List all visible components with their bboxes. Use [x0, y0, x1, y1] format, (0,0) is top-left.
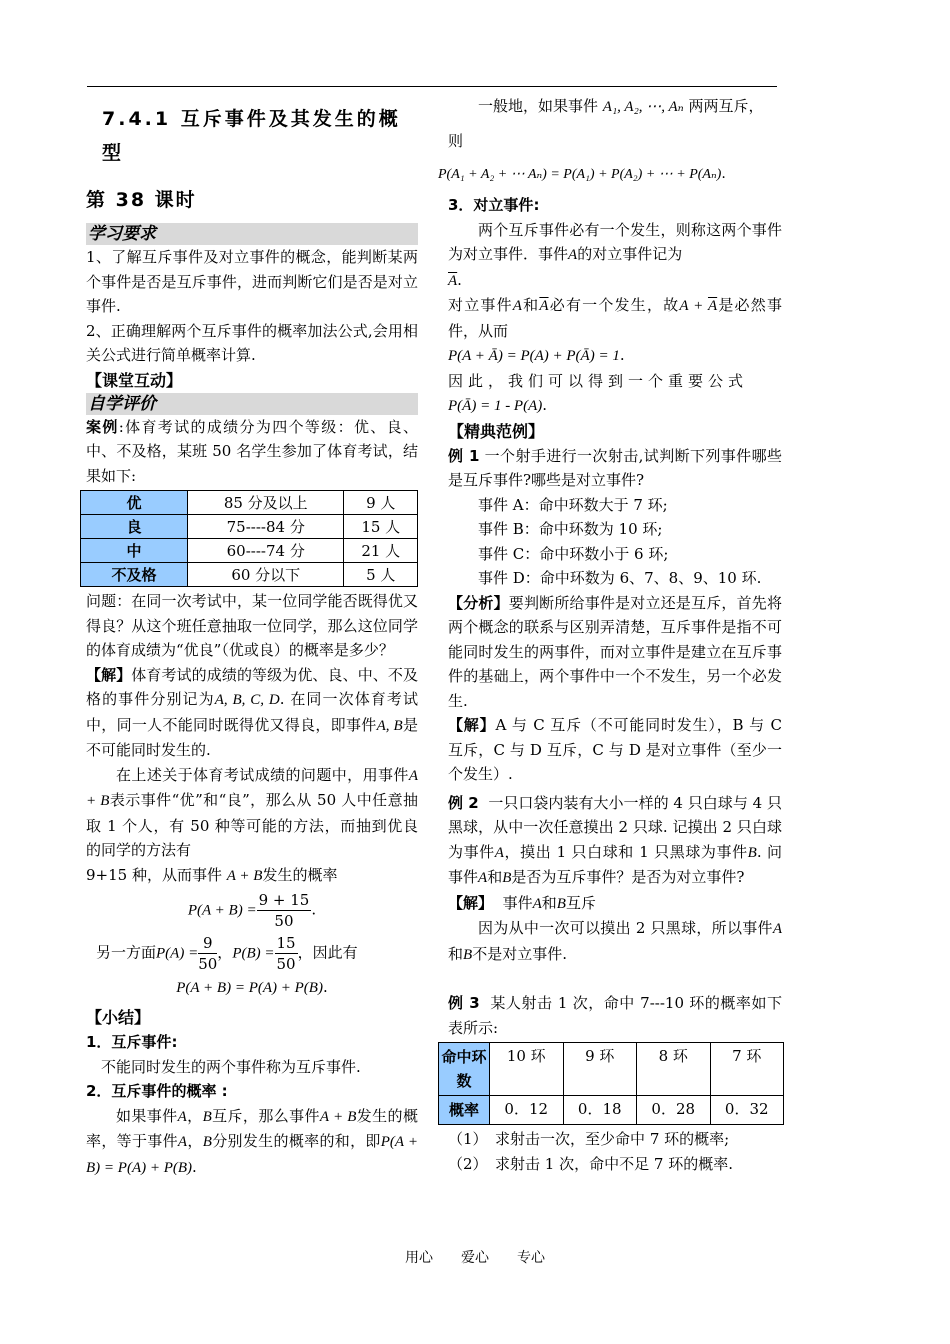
summary-text: 分别发生的概率的和，即 — [211, 1132, 381, 1150]
example-label: 例 1 — [448, 446, 480, 465]
opposite-text: 必有一个发生，故 — [548, 296, 680, 314]
fraction — [275, 933, 298, 974]
formula-2: 另一方面P(A) = $\frac{9}{50}$ ，P(B) = $\frac{15}{50}$ ，因此有 — [96, 934, 358, 973]
math-a: A — [177, 1108, 187, 1125]
opposite-def: 两个互斥事件必有一个发生，则称这两个事件为对立事件．事件A的对立事件记为 — [448, 220, 782, 263]
example-3-q1: （1） 求射击一次，至少命中 7 环的概率; — [448, 1130, 730, 1148]
requirement-1: 1、了解互斥事件及对立事件的概念，能判断某两个事件是否是互斥事件，进而判断它们是否是对立事件. — [86, 248, 418, 315]
example-1-event: 事件 A：命中环数大于 7 环; — [478, 495, 668, 514]
opposite-important: 因此，我们可以得到一个重要公式 — [448, 371, 749, 390]
ring-cell: 7 环 — [710, 1043, 784, 1096]
classroom-heading: 【课堂互动】 — [86, 370, 183, 390]
table-row — [439, 1043, 784, 1096]
opposite-text: 的对立事件记为 — [577, 245, 683, 263]
formula-pb: P(B) = — [232, 945, 275, 962]
example-text: 和 — [487, 868, 503, 886]
example-label: 例 3 — [448, 994, 480, 1012]
summary-heading: 【小结】 — [86, 1008, 151, 1027]
solution-text: 发生的概率 — [262, 865, 338, 884]
opposite-text: 两个互斥事件必有一个发生，则称这两个事件为对立事件．事件 — [448, 220, 782, 263]
math-ab: A, B — [376, 717, 403, 734]
formula: P(A + B) = P(A) + P(B) — [176, 980, 323, 996]
solution-label: 【解】 — [86, 665, 132, 684]
opposite-abar: $\overline{A}$. — [448, 270, 462, 289]
math-events: A₁, A₂, ⋯, Aₙ — [602, 99, 684, 115]
footer-text: 专心 — [517, 1250, 545, 1266]
summary-2-title: 2．互斥事件的概率 : — [86, 1082, 228, 1100]
solution-text: 体育考试的成绩的等级为优、良、中、不及格的事件分别记为 — [86, 665, 418, 708]
formula: P(A₁ + A₂ + ⋯ Aₙ) = P(A₁) + P(A₂) + ⋯ + P(Aₙ) — [438, 166, 722, 182]
numerator: 9 + 15 — [258, 891, 310, 909]
range-cell: 85 分及以上 — [188, 491, 344, 515]
row-head: 概率 — [439, 1096, 490, 1125]
solution-text: 9+15 种，从而事件 — [86, 865, 222, 884]
table-row — [81, 539, 418, 563]
opposite-paragraph: 对立事件A和$\overline{A}$必有一个发生，故$A + \overline{A}$是必然事件，从而 — [448, 296, 782, 340]
ring-cell: 9 环 — [563, 1043, 637, 1096]
count-cell: 9 人 — [344, 491, 418, 515]
right-column — [438, 92, 782, 1176]
analysis-text: 要判断所给事件是对立还是互斥，首先将两个概念的联系与区别弄清楚，互斥事件是指不可能同时发生的两事件，而对立事件是建立在互斥事件的基础上，两个事件中一个不发生，另一个必发生. — [448, 593, 782, 710]
summary-text: 如果事件 — [116, 1106, 178, 1125]
math-b: B — [202, 1134, 212, 1150]
grade-cell: 中 — [81, 539, 188, 563]
example-text: ，摸出 1 只白球和 1 只黑球为事件 — [503, 842, 748, 861]
solution-paragraph — [86, 663, 418, 763]
example-2-solution-2: 因为从中一次可以摸出 2 只黑球，所以事件A和B不是对立事件. — [448, 919, 782, 963]
example-label: 例 2 — [448, 793, 479, 812]
range-cell: 60----74 分 — [188, 539, 344, 563]
prob-cell: 0．32 — [710, 1096, 784, 1125]
opposite-formula-2: P(Ā) = 1 - P(A). — [448, 396, 548, 414]
solution-text: 是不可能同时发生的. — [86, 715, 418, 759]
range-cell: 75----84 分 — [188, 515, 344, 539]
solution-text: 不是对立事件. — [472, 944, 567, 963]
solution-text: 表示事件“优”和“良”，那么从 50 人中任意抽取 1 个人，有 50 种等可能的方法，而抽到优良的同学的方法有 — [86, 791, 418, 859]
header-rule — [87, 86, 777, 87]
summary-text: 发生的概率，等于事件 — [86, 1106, 418, 1150]
question-paragraph: 问题：在同一次考试中，某一位同学能否既得优又得良？从这个班任意抽取一位同学，那么这位同学的体育成绩为“优良”（优或良）的概率是多少？ — [86, 592, 418, 659]
fraction — [257, 890, 312, 931]
table-row — [81, 491, 418, 515]
denominator: 50 — [198, 955, 218, 973]
example-2-solution: 【解】 事件A和B互斥 — [448, 893, 596, 912]
summary-text: 互斥，那么事件 — [211, 1106, 320, 1125]
math-events: A, B, C, D — [214, 692, 280, 708]
ring-cell: 8 环 — [637, 1043, 711, 1096]
range-cell: 60 分以下 — [188, 563, 344, 587]
probability-table — [438, 1042, 784, 1125]
general-text: 两两互斥， — [688, 97, 764, 115]
requirement-2: 2、正确理解两个互斥事件的概率加法公式,会用相关公式进行简单概率计算. — [86, 321, 418, 364]
example-text: 一个射手进行一次射击,试判断下列事件哪些是互斥事件?哪些是对立事件? — [448, 446, 782, 489]
math-b: B — [202, 1108, 212, 1125]
example-1-event: 事件 D：命中环数为 6、7、8、9、10 环. — [478, 569, 762, 587]
general-then: 则 — [448, 132, 464, 150]
examples-heading: 【精典范例】 — [448, 421, 545, 441]
math-a: A — [177, 1134, 188, 1150]
example-1-analysis — [448, 591, 782, 714]
numerator: 9 — [198, 933, 217, 954]
math-a-plus-b: A + B — [226, 867, 263, 884]
table-row — [439, 1096, 784, 1125]
page-title: 7.4.1 互斥事件及其发生的概型 — [102, 108, 401, 164]
formula: P(Ā) = 1 - P(A) — [448, 398, 543, 414]
solution-text: A 与 C 互斥（不可能同时发生），B 与 C 互斥，C 与 D 互斥，C 与 D 是对立事件（至少一个发生）. — [448, 716, 782, 783]
summary-text: ， — [186, 1106, 203, 1125]
prob-cell: 0．28 — [637, 1096, 711, 1125]
general-formula: P(A₁ + A₂ + ⋯ Aₙ) = P(A₁) + P(A₂) + ⋯ + P(Aₙ). — [438, 165, 726, 182]
summary-1-title: 1．互斥事件: — [86, 1033, 178, 1051]
count-cell: 5 人 — [344, 563, 418, 587]
grade-cell: 优 — [81, 491, 188, 515]
opposite-title: 3．对立事件: — [448, 196, 540, 214]
solution-paragraph-2 — [86, 763, 418, 863]
prob-cell: 0．18 — [563, 1096, 637, 1125]
example-1-event: 事件 C：命中环数小于 6 环; — [478, 544, 669, 563]
formula-pa: P(A) = — [156, 945, 199, 962]
opposite-formula-1: P(A + Ā) = P(A) + P(Ā) = 1. — [448, 346, 625, 364]
solution-paragraph-3 — [86, 863, 418, 889]
analysis-label: 【分析】 — [448, 593, 509, 612]
case-text: :体育考试的成绩分为四个等级：优、良、中、不及格，某班 50 名学生参加了体育考试，结果如下: — [86, 417, 418, 485]
example-1 — [448, 444, 782, 493]
example-3-q2: （2） 求射击 1 次，命中不足 7 环的概率. — [448, 1154, 733, 1173]
summary-2-text: 如果事件A，B互斥，那么事件A + B发生的概率，等于事件A，B分别发生的概率的和，即P(A + B) = P(A) + P(B). — [86, 1106, 418, 1176]
example-2: 例 2 一只口袋内装有大小一样的 4 只白球与 4 只黑球，从中一次任意摸出 2 只球. 记摸出 2 只白球为事件A，摸出 1 只白球和 1 只黑球为事件B. 问事件A和B是否为互斥事件？是否为对立事件? — [448, 793, 782, 886]
count-cell: 15 人 — [344, 515, 418, 539]
opposite-text: 对立事件 — [448, 296, 513, 314]
general-text: 一般地，如果事件 — [478, 97, 599, 115]
grade-table — [80, 490, 418, 587]
example-1-solution — [448, 713, 782, 787]
solution-text: 和 — [448, 944, 464, 963]
example-text: 是否为互斥事件？是否为对立事件? — [511, 868, 745, 886]
self-eval-heading: 自学评价 — [86, 393, 418, 415]
example-text: 一只口袋内装有大小一样的 4 只白球与 4 只黑球，从中一次任意摸出 2 只球. 记摸出 2 只白球为事件 — [448, 793, 782, 861]
example-3 — [448, 991, 782, 1040]
footer-text: 用心 — [405, 1250, 433, 1266]
example-1-event: 事件 B：命中环数为 10 环; — [478, 520, 663, 538]
left-column — [86, 92, 418, 1180]
grade-cell: 良 — [81, 515, 188, 539]
formula: P(A + B) = P(A) + P(B) — [86, 1134, 418, 1176]
solution-text: 在上述关于体育考试成绩的问题中，用事件 — [116, 765, 409, 784]
requirements-heading: 学习要求 — [86, 223, 418, 245]
solution-text: 互斥 — [565, 893, 596, 912]
formula-1: P(A + B) = $\frac{9 + 15}{50}$ . — [187, 891, 317, 930]
example-text: 某人射击 1 次，命中 7---10 环的概率如下表所示: — [448, 994, 782, 1037]
solution-text: 事件 — [502, 893, 533, 912]
numerator: 15 — [276, 934, 296, 952]
lesson-number: 第 38 课时 — [86, 189, 197, 211]
case-label: 案例 — [86, 417, 119, 436]
ring-cell: 10 环 — [490, 1043, 564, 1096]
row-head: 命中环数 — [439, 1043, 490, 1096]
solution-text: 因为从中一次可以摸出 2 只黑球，所以事件 — [478, 919, 773, 937]
solution-text: 和 — [541, 893, 557, 912]
fraction — [198, 933, 217, 974]
denominator: 50 — [274, 912, 294, 930]
prob-cell: 0．12 — [490, 1096, 564, 1125]
formula: P(A + Ā) = P(A) + P(Ā) = 1 — [448, 348, 620, 364]
table-row — [81, 563, 418, 587]
case-paragraph — [86, 415, 418, 489]
opposite-text: 和 — [521, 296, 540, 314]
table-row — [81, 515, 418, 539]
math-a-plus-b: A + B — [319, 1108, 357, 1125]
count-cell: 21 人 — [344, 539, 418, 563]
opposite-text: 是必然事件，从而 — [448, 296, 782, 340]
math-a-plus-b: A + B — [86, 767, 418, 809]
solution-label: 【解】 — [448, 716, 496, 734]
grade-cell: 不及格 — [81, 563, 188, 587]
formula-3: P(A + B) = P(A) + P(B). — [176, 978, 328, 996]
solution-text: ，因此有 — [297, 943, 358, 962]
summary-1-text: 不能同时发生的两个事件称为互斥事件. — [101, 1057, 361, 1076]
footer-text: 爱心 — [461, 1250, 489, 1266]
general-paragraph — [448, 92, 782, 121]
solution-text: . 在同一次体育考试中，同一人不能同时既得优又得良，即事件 — [86, 690, 418, 734]
formula-lhs: P(A + B) = — [187, 902, 257, 919]
page-footer — [0, 1247, 950, 1267]
solution-label: 【解】 — [448, 893, 494, 912]
denominator: 50 — [276, 955, 296, 973]
example-text: . 问事件 — [448, 842, 782, 886]
solution-text: 另一方面 — [96, 943, 157, 962]
